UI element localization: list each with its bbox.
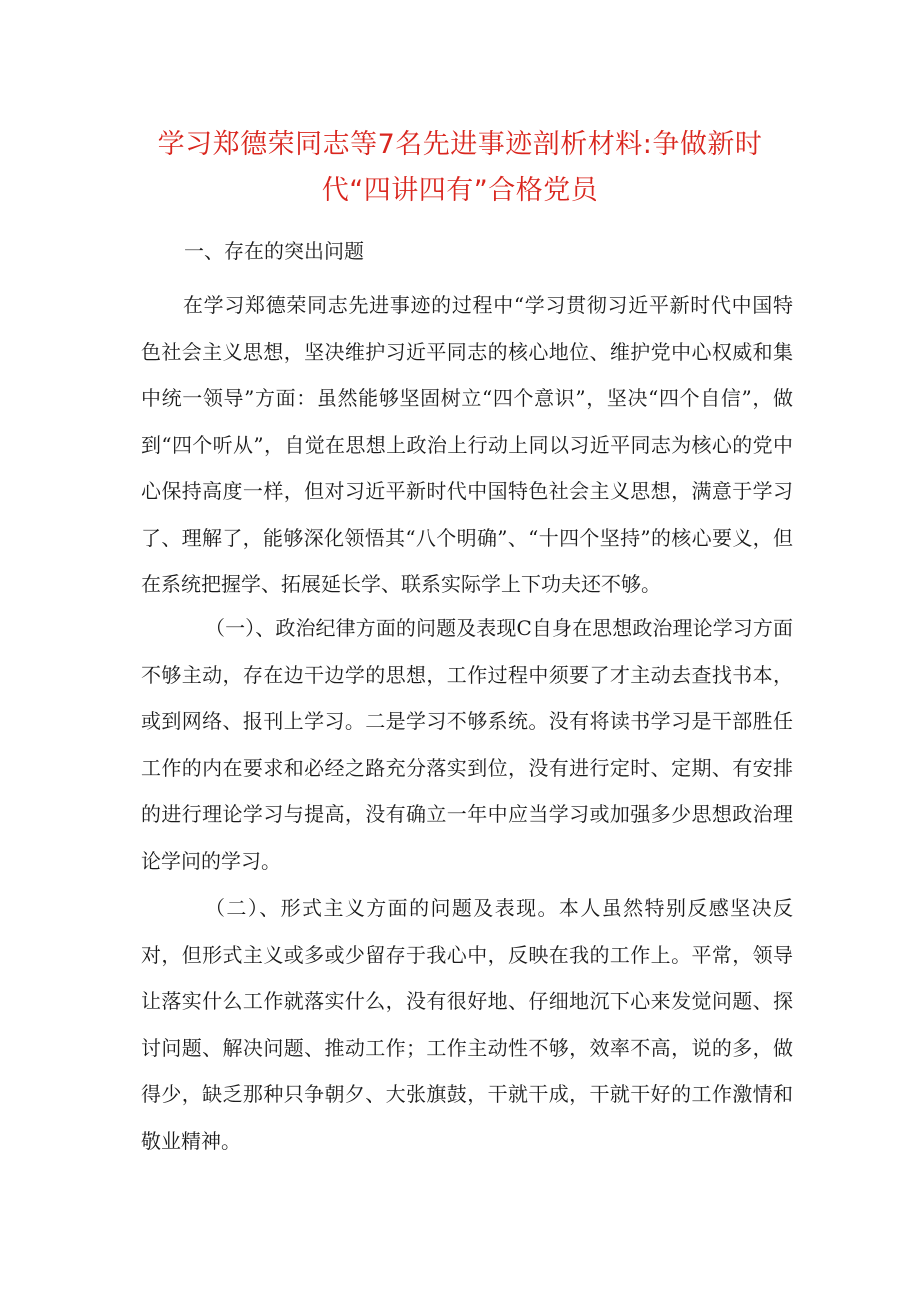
paragraph-political-discipline: （一）、政治纪律方面的问题及表现C自身在思想政治理论学习方面不够主动，存在边干边学的思想，工作过程中须要了才主动去查找书本，或到网络、报刊上学习。二是学习不够系统。没有将读书学习是干部胜任工作的内在要求和必经之路充分落实到位，没有进行定时、定期、有安排的进行理论学习与提高，没有确立一年中应当学习或加强多少思想政治理论学问的学习。 xyxy=(141,616,793,873)
paragraph-formalism: （二）、形式主义方面的问题及表现。本人虽然特别反感坚决反对，但形式主义或多或少留存于我心中，反映在我的工作上。平常，领导让落实什么工作就落实什么，没有很好地、仔细地沉下心来发觉问题、探讨问题、解决问题、推动工作；工作主动性不够，效率不高，说的多，做得少，缺乏那种只争朝夕、大张旗鼓，干就干成，干就干好的工作激情和敬业精神。 xyxy=(141,896,793,1153)
document-title-line-1: 学习郑德荣同志等7名先进事迹剖析材料:争做新时 xyxy=(157,129,763,160)
document-title-line-2: 代“四讲四有”合格党员 xyxy=(321,175,599,206)
paragraph-intro: 在学习郑德荣同志先进事迹的过程中“学习贯彻习近平新时代中国特色社会主义思想，坚决维护习近平同志的核心地位、维护党中心权威和集中统一领导”方面：虽然能够坚固树立“四个意识”，坚决“四个自信”，做到“四个听从”，自觉在思想上政治上行动上同以习近平同志为核心的党中心保持高度一样，但对习近平新时代中国特色社会主义思想，满意于学习了、理解了，能够深化领悟其“八个明确”、“十四个坚持”的核心要义，但在系统把握学、拓展延长学、联系实际学上下功夫还不够。 xyxy=(141,293,793,596)
section-heading: 一、存在的突出问题 xyxy=(184,239,364,263)
